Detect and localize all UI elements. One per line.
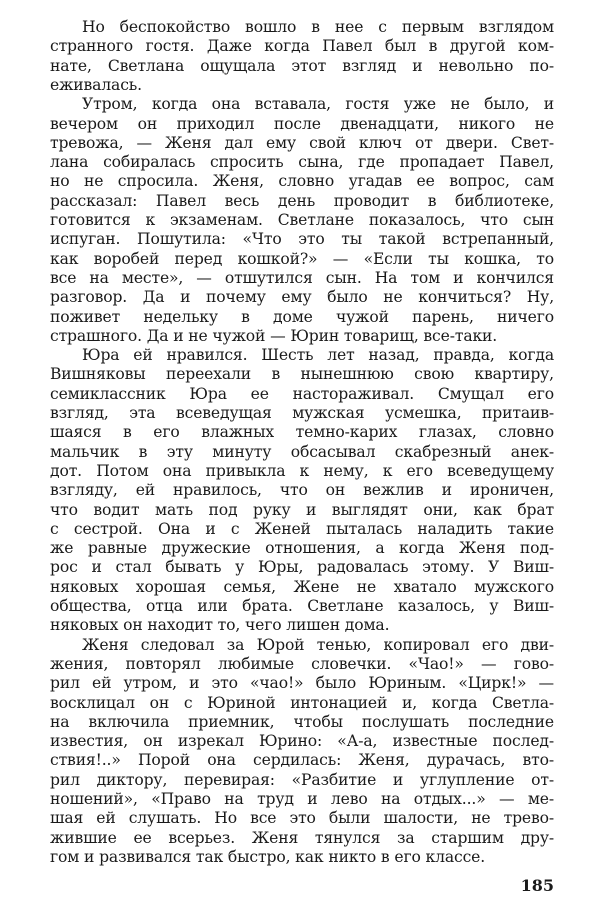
text-line: общества, отца или брата. Светлане казалось, у Виш- xyxy=(50,597,554,615)
text-line: испуган. Пошутила: «Что это ты такой встрепанный, xyxy=(50,230,554,249)
text-line: рассказал: Павел весь день проводит в библиотеке, xyxy=(50,191,554,210)
text-line: тревожа, — Женя дал ему свой ключ от двери. Свет- xyxy=(50,133,554,152)
text-line: няковых он находит то, чего лишен дома. xyxy=(50,616,390,635)
text-line: шая ей слушать. Но все это были шалости, не трево- xyxy=(50,809,554,828)
text-line: все на месте», — отшутился сын. На том и кончился xyxy=(50,268,554,287)
text-line: странного гостя. Даже когда Павел был в другой ком- xyxy=(50,37,554,56)
text-line: рос и стал бывать у Юры, радовалась этому. У Виш- xyxy=(50,558,554,577)
text-line: семиклассник Юра ее настораживал. Смущал его xyxy=(50,384,554,403)
text-line: Женя следовал за Юрой тенью, копировал его дви- xyxy=(82,635,554,654)
text-line: вечером он приходил после двенадцати, никого не xyxy=(50,114,554,133)
text-line: что водит мать под руку и выглядят они, как брат xyxy=(50,500,554,519)
text-line: нате, Светлана ощущала этот взгляд и невольно по- xyxy=(50,56,554,75)
text-line: с сестрой. Она и с Женей пыталась наладить такие xyxy=(50,519,554,538)
text-line: взгляду, ей нравилось, что он вежлив и ироничен, xyxy=(50,481,554,500)
text-line: лана собиралась спросить сына, где пропадает Павел, xyxy=(50,153,554,172)
text-line: разговор. Да и почему ему было не кончиться? Ну, xyxy=(50,288,554,307)
text-line: еживалась. xyxy=(50,75,142,94)
text-line: на включила приемник, чтобы послушать последние xyxy=(50,712,554,731)
text-line: жившие ее всерьез. Женя тянулся за старшим дру- xyxy=(50,828,554,847)
text-line: Вишняковы переехали в нынешнюю свою квартиру, xyxy=(50,365,554,384)
page-number: 185 xyxy=(520,876,554,895)
text-line: Но беспокойство вошло в нее с первым взглядом xyxy=(82,18,554,36)
text-line: Утром, когда она вставала, гостя уже не было, и xyxy=(82,95,554,114)
text-line: рил диктору, перевирая: «Разбитие и углупление от- xyxy=(50,770,554,789)
text-line: дот. Потом она привыкла к нему, к его всеведущему xyxy=(50,461,554,480)
text-line: восклицал он с Юриной интонацией и, когда Светла- xyxy=(50,693,554,712)
text-line: гом и развивался так быстро, как никто в его классе. xyxy=(50,847,486,866)
text-line: рил ей утром, и это «чао!» было Юриным. «Цирк!» — xyxy=(50,674,554,693)
text-line: поживет недельку в доме чужой парень, ничего xyxy=(50,307,554,326)
text-line: жения, повторял любимые словечки. «Чао!» — гово- xyxy=(50,654,554,673)
text-line: няковых хорошая семья, Жене не хватало мужского xyxy=(50,577,554,596)
text-line: Юра ей нравился. Шесть лет назад, правда, когда xyxy=(82,346,554,365)
text-line: известия, он изрекал Юрино: «А-а, известные послед- xyxy=(50,732,554,751)
text-line: взгляд, эта всеведущая мужская усмешка, притаив- xyxy=(50,404,554,422)
text-line: страшного. Да и не чужой — Юрин товарищ, все-таки. xyxy=(50,326,498,345)
text-line: ствия!..» Порой она сердилась: Женя, дурачась, вто- xyxy=(50,751,554,770)
book-page xyxy=(50,18,554,898)
text-line: ношений», «Право на труд и лево на отдых...» — ме- xyxy=(50,790,554,808)
text-line: мальчик в эту минуту обсасывал скабрезный анек- xyxy=(50,442,554,461)
text-line: же равные дружеские отношения, а когда Женя под- xyxy=(50,539,554,558)
text-line: как воробей перед кошкой?» — «Если ты кошка, то xyxy=(50,249,554,268)
text-line: шаяся в его влажных темно-карих глазах, словно xyxy=(50,423,554,442)
text-line: но не спросила. Женя, словно угадав ее вопрос, сам xyxy=(50,172,554,191)
text-line: готовится к экзаменам. Светлане показалось, что сын xyxy=(50,211,554,229)
